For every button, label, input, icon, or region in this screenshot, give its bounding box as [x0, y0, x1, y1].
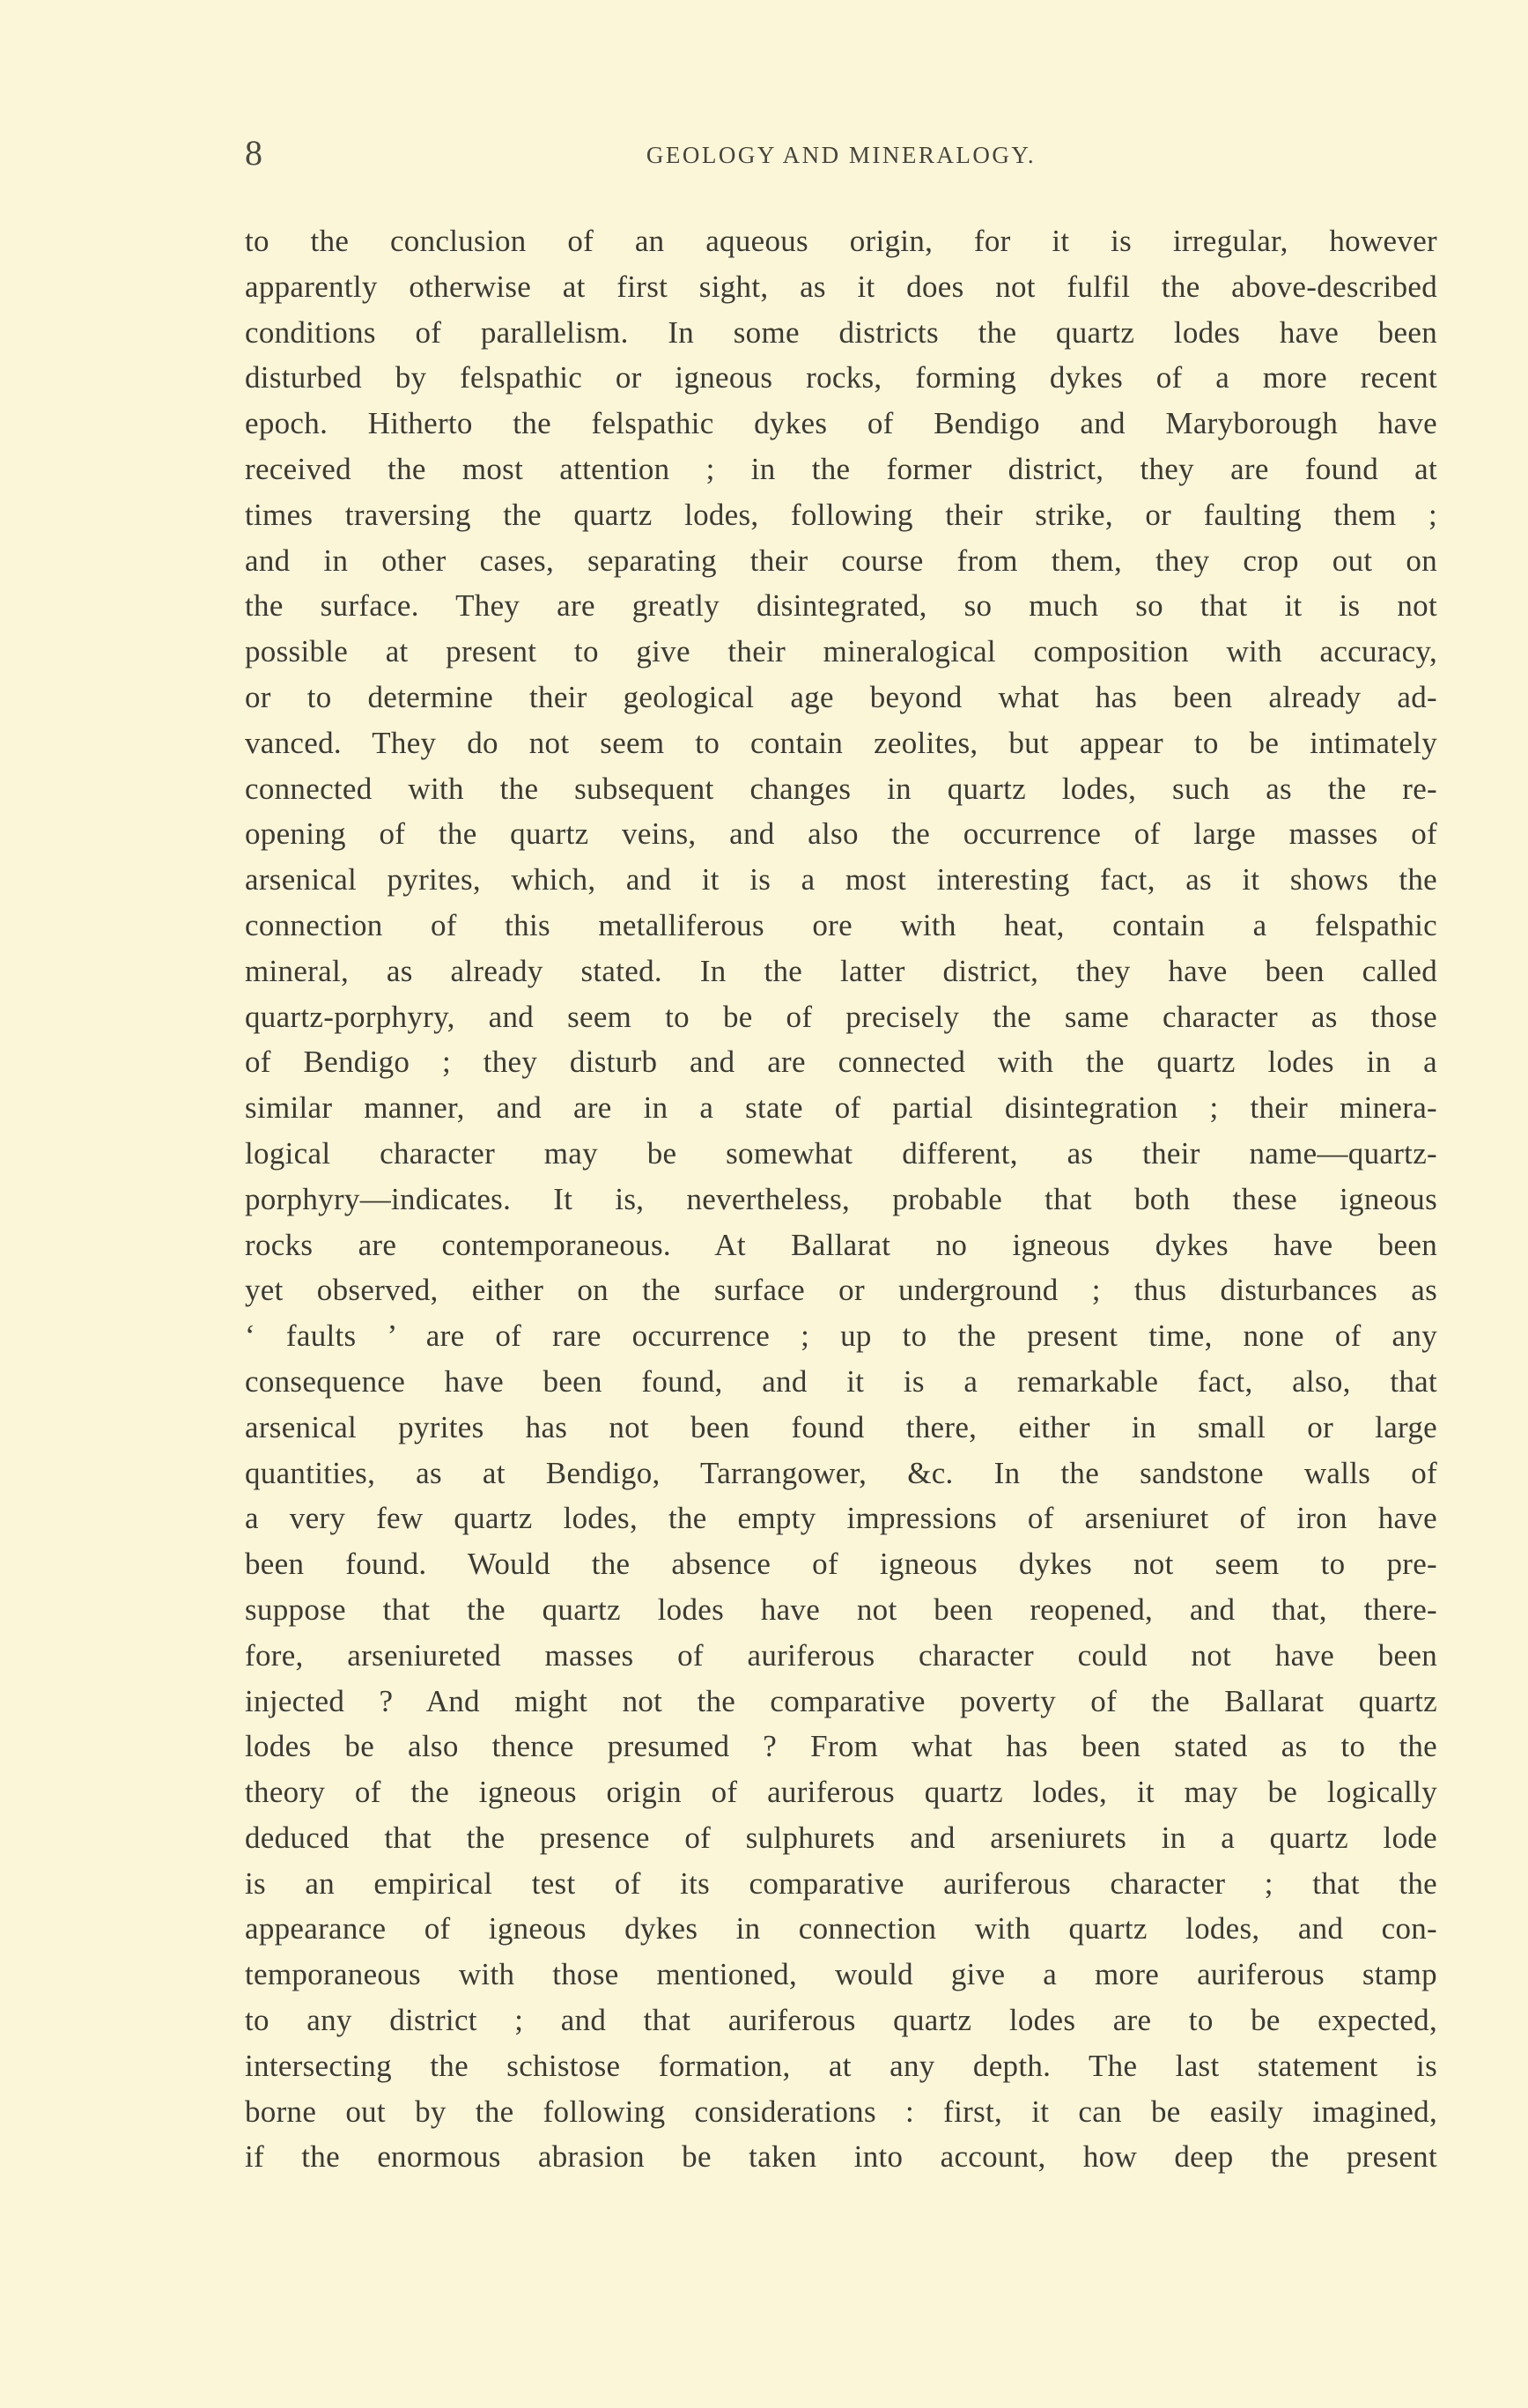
text-line: to the conclusion of an aqueous origin, for it is irregular, however — [245, 224, 1437, 258]
text-line: conditions of parallelism. In some districts the quartz lodes have been — [245, 314, 1437, 350]
text-line: rocks are contemporaneous. At Ballarat no igneous dykes have been — [245, 1227, 1437, 1262]
page-number: 8 — [245, 133, 262, 173]
text-line: arsenical pyrites, which, and it is a most interesting fact, as it shows the — [245, 862, 1437, 897]
text-line: temporaneous with those mentioned, would give a more auriferous stamp — [245, 1957, 1437, 1992]
text-line: logical character may be somewhat different, as their name—quartz- — [245, 1135, 1437, 1171]
text-line: mineral, as already stated. In the latter district, they have been called — [245, 953, 1437, 988]
text-line: similar manner, and are in a state of partial disintegration ; their minera- — [245, 1090, 1437, 1126]
text-line: consequence have been found, and it is a remarkable fact, also, that — [245, 1363, 1437, 1399]
body-text — [245, 218, 1437, 2180]
text-line: if the enormous abrasion be taken into account, how deep the present — [245, 2139, 1437, 2175]
text-line: suppose that the quartz lodes have not been reopened, and that, there- — [245, 1592, 1437, 1627]
text-line: a very few quartz lodes, the empty impressions of arseniuret of iron have — [245, 1501, 1437, 1536]
text-line: appearance of igneous dykes in connection with quartz lodes, and con- — [245, 1911, 1437, 1946]
text-line: yet observed, either on the surface or underground ; thus disturbances as — [245, 1273, 1437, 1308]
text-line: vanced. They do not seem to contain zeolites, but appear to be intimately — [245, 725, 1437, 760]
text-line: disturbed by felspathic or igneous rocks, forming dykes of a more recent — [245, 360, 1437, 395]
text-line: to any district ; and that auriferous quartz lodes are to be expected, — [245, 2003, 1437, 2038]
text-line: connection of this metalliferous ore with heat, contain a felspathic — [245, 907, 1437, 942]
text-line: been found. Would the absence of igneous dykes not seem to pre- — [245, 1547, 1437, 1582]
text-line: connected with the subsequent changes in quartz lodes, such as the re- — [245, 771, 1437, 806]
text-line: lodes be also thence presumed ? From what has been stated as to the — [245, 1729, 1437, 1764]
text-line: deduced that the presence of sulphurets and arseniurets in a quartz lode — [245, 1820, 1437, 1855]
text-line: theory of the igneous origin of auriferous quartz lodes, it may be logically — [245, 1775, 1437, 1810]
text-line: and in other cases, separating their course from them, they crop out on — [245, 543, 1437, 578]
text-line: quantities, as at Bendigo, Tarrangower, &c. In the sandstone walls of — [245, 1455, 1437, 1490]
text-line: times traversing the quartz lodes, following their strike, or faulting them ; — [245, 497, 1437, 532]
running-head: GEOLOGY AND MINERALOGY. — [646, 142, 1037, 168]
text-line: injected ? And might not the comparative poverty of the Ballarat quartz — [245, 1683, 1437, 1718]
text-line: quartz-porphyry, and seem to be of precisely the same character as those — [245, 999, 1437, 1034]
text-line: of Bendigo ; they disturb and are connected with the quartz lodes in a — [245, 1045, 1437, 1080]
text-line: apparently otherwise at first sight, as it does not fulfil the above-described — [245, 269, 1437, 304]
text-line: the surface. They are greatly disintegrated, so much so that it is not — [245, 588, 1437, 624]
text-line: fore, arseniureted masses of auriferous character could not have been — [245, 1637, 1437, 1673]
page-header — [245, 134, 1437, 173]
text-line: opening of the quartz veins, and also the occurrence of large masses of — [245, 816, 1437, 852]
text-line: or to determine their geological age beyond what has been already ad- — [245, 679, 1437, 714]
text-line: epoch. Hitherto the felspathic dykes of Bendigo and Maryborough have — [245, 406, 1437, 441]
text-line: is an empirical test of its comparative auriferous character ; that the — [245, 1865, 1437, 1901]
text-line: borne out by the following considerations : first, it can be easily imagined, — [245, 2094, 1437, 2129]
text-line: arsenical pyrites has not been found there, either in small or large — [245, 1409, 1437, 1444]
text-line: porphyry—indicates. It is, nevertheless, probable that both these igneous — [245, 1181, 1437, 1216]
text-line: intersecting the schistose formation, at any depth. The last statement is — [245, 2048, 1437, 2083]
text-line: received the most attention ; in the former district, they are found at — [245, 451, 1437, 486]
text-line: possible at present to give their mineralogical composition with accuracy, — [245, 634, 1437, 669]
text-line: ‘ faults ’ are of rare occurrence ; up to the present time, none of any — [245, 1318, 1437, 1354]
